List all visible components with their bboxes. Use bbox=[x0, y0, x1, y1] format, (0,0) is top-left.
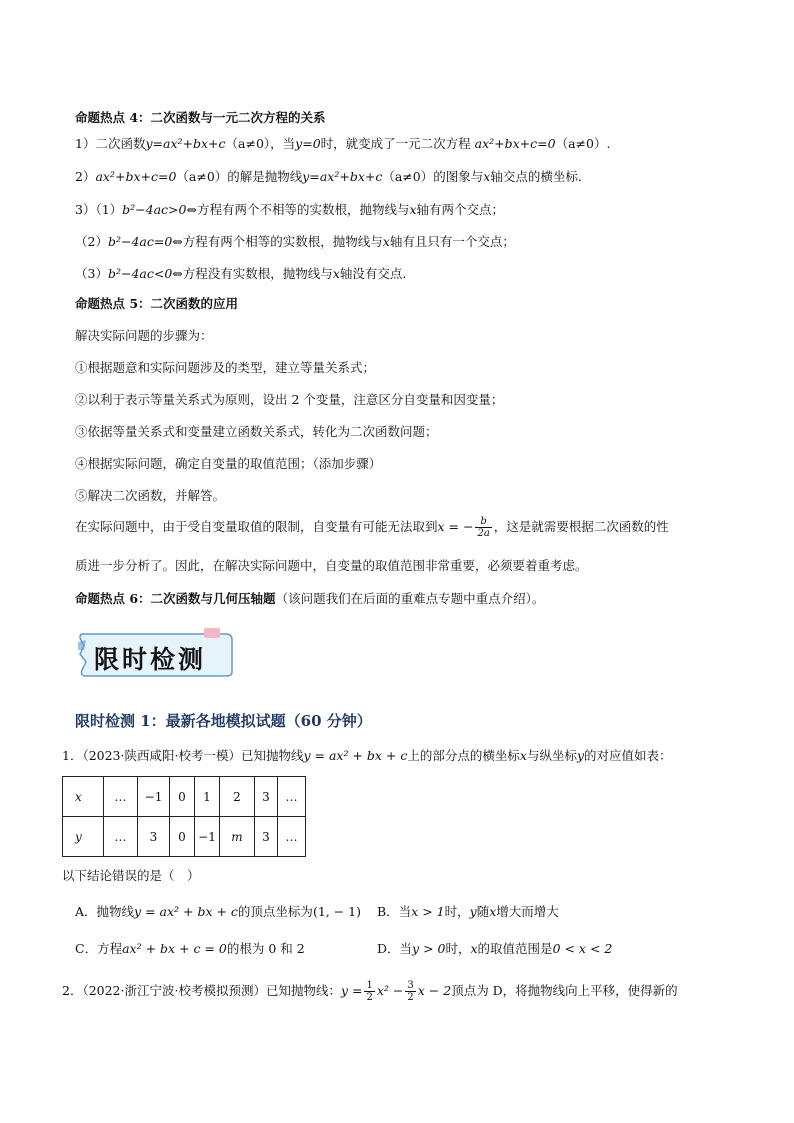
table-cell: … bbox=[278, 777, 306, 817]
table-cell: m bbox=[220, 817, 255, 857]
hot4-line5: （3）b²−4ac<0⇔方程没有实数根，抛物线与x轴没有交点. bbox=[75, 266, 407, 281]
q2-stem: 2．（2022·浙江宁波·校考模拟预测）已知抛物线：y = $\frac{1}{2}$ x² − $\frac{3}{2}$ x − 2顶点为 D，将抛物线向上平移，使得新的 bbox=[62, 980, 678, 1003]
table-cell: 3 bbox=[138, 817, 170, 857]
fraction-one-half: $\frac{1}{2}$ bbox=[366, 980, 373, 1003]
q1-option-b[interactable]: B．当x > 1时，y随x增大而增大 bbox=[377, 904, 559, 919]
table-cell: … bbox=[278, 817, 306, 857]
value-table bbox=[62, 776, 306, 857]
q1-option-d[interactable]: D．当y > 0时，x的取值范围是0 < x < 2 bbox=[377, 941, 613, 956]
table-row-y bbox=[63, 817, 306, 857]
hot5-step1: ①根据题意和实际问题涉及的类型，建立等量关系式； bbox=[75, 360, 376, 375]
hot4-line2: 2）ax²+bx+c=0（a≠0）的解是抛物线y=ax²+bx+c（a≠0）的图象与x轴交点的横坐标． bbox=[75, 169, 591, 184]
table-cell: … bbox=[104, 777, 138, 817]
hot5-step3: ③依据等量关系式和变量建立函数关系式，转化为二次函数问题； bbox=[75, 424, 438, 439]
hot5-title: 命题热点 5：二次函数的应用 bbox=[75, 296, 239, 311]
hot6-line: 命题热点 6：二次函数与几何压轴题（该问题我们在后面的重难点专题中重点介绍）。 bbox=[75, 591, 545, 606]
table-cell: 3 bbox=[255, 777, 278, 817]
table-cell: −1 bbox=[138, 777, 170, 817]
hot4-line4: （2）b²−4ac=0⇔方程有两个相等的实数根，抛物线与x轴有且只有一个交点； bbox=[75, 234, 515, 249]
table-cell: 0 bbox=[170, 777, 195, 817]
banner-clip-icon bbox=[204, 628, 220, 638]
table-cell: 2 bbox=[220, 777, 255, 817]
hot5-step4: ④根据实际问题，确定自变量的取值范围；（添加步骤） bbox=[75, 456, 382, 471]
hot5-step2: ②以利于表示等量关系式为原则，设出 2 个变量，注意区分自变量和因变量； bbox=[75, 392, 504, 407]
hot5-step5: ⑤解决二次函数，并解答。 bbox=[75, 488, 226, 503]
fraction-three-halves: $\frac{3}{2}$ bbox=[407, 980, 414, 1003]
table-cell: −1 bbox=[195, 817, 220, 857]
table-cell: 0 bbox=[170, 817, 195, 857]
table-cell: x bbox=[63, 777, 104, 817]
hot5-paragraph-line1: 在实际问题中，由于受自变量取值的限制，自变量有可能无法取到x = − $\frac{b}{2a}$ ，这是就需要根据二次函数的性 bbox=[75, 516, 669, 539]
q1-option-a[interactable]: A．抛物线y = ax² + bx + c的顶点坐标为(1, − 1) bbox=[75, 904, 361, 919]
section-title: 限时检测 1：最新各地模拟试题（60 分钟） bbox=[75, 712, 372, 730]
table-cell: y bbox=[63, 817, 104, 857]
hot4-title: 命题热点 4：二次函数与一元二次方程的关系 bbox=[75, 110, 326, 125]
banner-title: 限时检测 bbox=[94, 645, 207, 674]
hot4-line3: 3）（1）b²−4ac>0⇔方程有两个不相等的实数根，抛物线与x轴有两个交点； bbox=[75, 202, 505, 217]
q1-prompt: 以下结论错误的是（ ） bbox=[62, 868, 200, 883]
table-row-x bbox=[63, 777, 306, 817]
fraction-b-over-2a: $\frac{b}{2a}$ bbox=[477, 516, 490, 539]
hot5-intro: 解决实际问题的步骤为： bbox=[75, 328, 213, 343]
table-cell: 3 bbox=[255, 817, 278, 857]
table-cell: … bbox=[104, 817, 138, 857]
hot4-line1: 1）二次函数y=ax²+bx+c（a≠0），当y=0时，就变成了一元二次方程 ax²+bx+c=0（a≠0）. bbox=[75, 136, 611, 151]
hot5-paragraph-line2: 质进一步分析了。因此，在解决实际问题中，自变量的取值范围非常重要，必须要着重考虑。 bbox=[75, 558, 588, 573]
table-cell: 1 bbox=[195, 777, 220, 817]
q1-stem: 1．（2023·陕西咸阳·校考一模）已知抛物线y = ax² + bx + c上的部分点的横坐标x与纵坐标y的对应值如表： bbox=[62, 748, 672, 763]
q1-option-c[interactable]: C．方程ax² + bx + c = 0的根为 0 和 2 bbox=[75, 941, 305, 956]
